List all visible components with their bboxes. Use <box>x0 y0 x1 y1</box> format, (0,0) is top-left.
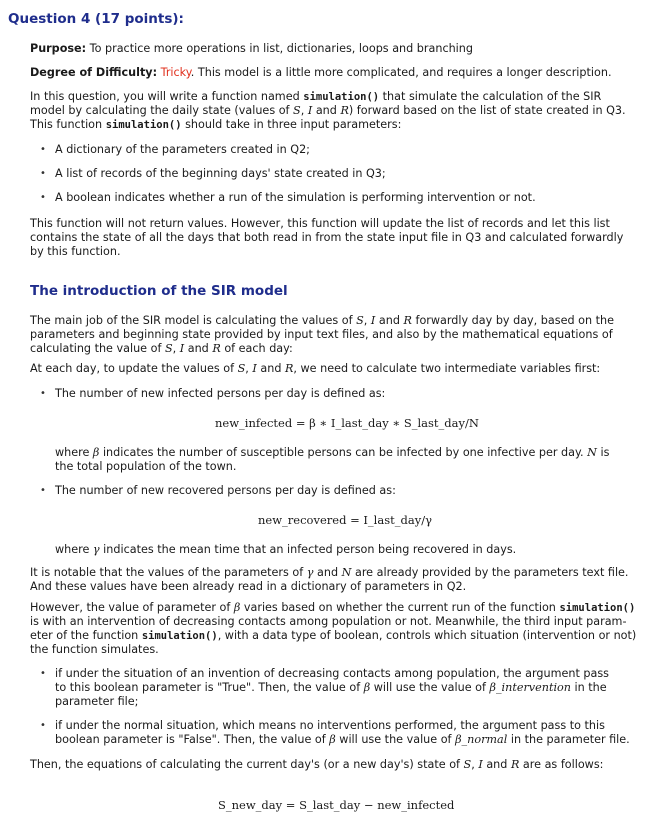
math-var: S <box>463 758 472 771</box>
text-span: , with a data type of boolean, controls which situation (intervention or not) <box>217 629 637 642</box>
math-var: R <box>340 104 349 117</box>
sir-where-line <box>55 543 516 557</box>
text-span: indicates the number of susceptible persons can be infected by one infective per day. <box>99 446 588 459</box>
math-var: β <box>233 601 241 614</box>
function-name: simulation() <box>559 602 636 614</box>
bullet-icon: • <box>40 388 46 399</box>
intro-line-2 <box>30 104 626 118</box>
difficulty-text: . This model is a little more complicated, and requires a longer description. <box>190 66 612 79</box>
sir-note-line <box>30 566 629 580</box>
text-span: , <box>363 314 371 327</box>
sir-however-line <box>30 629 636 643</box>
text-span: in the parameter file. <box>507 733 630 746</box>
text-span: and <box>312 104 341 117</box>
returns-line: This function will not return values. However, this function will update the list of records and let this list <box>30 217 610 230</box>
sir-where-line: the total population of the town. <box>55 460 237 473</box>
math-var: β_normal <box>455 733 508 746</box>
text-span: model by calculating the daily state (values of <box>30 104 294 117</box>
text-span: calculating the value of <box>30 342 165 355</box>
param-item: A dictionary of the parameters created in Q2; <box>55 143 310 156</box>
text-span: where <box>55 543 93 556</box>
text-span: that simulate the calculation of the SIR <box>379 90 602 103</box>
bullet-icon: • <box>40 168 46 179</box>
text-span: to this boolean parameter is "True". Then, the value of <box>55 681 364 694</box>
case-line: parameter file; <box>55 695 139 708</box>
section-title: The introduction of the SIR model <box>30 283 288 299</box>
question-title: Question 4 (17 points): <box>8 11 184 27</box>
text-span: In this question, you will write a function named <box>30 90 304 103</box>
equation-new-infected: new_infected = β ∗ I_last_day ∗ S_last_day/N <box>215 416 479 430</box>
text-span: and <box>375 314 404 327</box>
math-var: I <box>252 362 257 375</box>
bullet-icon: • <box>40 720 46 731</box>
text-span: Then, the equations of calculating the current day's (or a new day's) state of <box>30 758 464 771</box>
text-span: , we need to calculate two intermediate variables first: <box>293 362 601 375</box>
purpose-text: To practice more operations in list, dictionaries, loops and branching <box>89 42 473 55</box>
bullet-icon: • <box>40 192 46 203</box>
text-span: It is notable that the values of the parameters of <box>30 566 307 579</box>
intro-line-1 <box>30 90 601 104</box>
text-span: , <box>471 758 479 771</box>
text-span: are as follows: <box>519 758 604 771</box>
math-var: R <box>403 314 412 327</box>
text-span: However, the value of parameter of <box>30 601 234 614</box>
math-var: β <box>363 681 371 694</box>
difficulty-label: Degree of Difficulty: <box>30 66 158 79</box>
text-span: where <box>55 446 93 459</box>
text-span: boolean parameter is "False". Then, the value of <box>55 733 330 746</box>
bullet-icon: • <box>40 485 46 496</box>
math-var: R <box>212 342 221 355</box>
purpose-line <box>30 42 473 56</box>
text-span: , <box>172 342 180 355</box>
text-span: and <box>313 566 342 579</box>
math-var: β <box>92 446 100 459</box>
text-span: will use the value of <box>335 733 456 746</box>
equation-new-recovered: new_recovered = I_last_day/γ <box>258 513 432 527</box>
function-name: simulation() <box>141 630 218 642</box>
equation-s-new-day: S_new_day = S_last_day − new_infected <box>218 798 455 812</box>
math-var: I <box>370 314 376 327</box>
text-span: varies based on whether the current run of the function <box>240 601 560 614</box>
text-span: The main job of the SIR model is calculating the values of <box>30 314 357 327</box>
text-span: At each day, to update the values of <box>30 362 238 375</box>
text-span: is <box>596 446 610 459</box>
case-line <box>55 733 630 747</box>
text-span: are already provided by the parameters text file. <box>351 566 629 579</box>
sir-however-line: the function simulates. <box>30 643 159 656</box>
text-span: and <box>256 362 285 375</box>
sir-however-line <box>30 601 635 615</box>
math-var: I <box>307 104 313 117</box>
math-var: S <box>293 104 301 117</box>
function-name: simulation() <box>105 119 182 131</box>
text-span: This function <box>30 118 106 131</box>
text-span: of each day: <box>220 342 293 355</box>
math-var: I <box>179 342 185 355</box>
text-span: should take in three input parameters: <box>181 118 402 131</box>
case-line: if under the normal situation, which means no interventions performed, the argument pass to this <box>55 719 605 732</box>
math-var: β_intervention <box>489 681 571 694</box>
sir-para-line <box>30 314 614 328</box>
math-var: R <box>510 758 520 771</box>
text-span: , <box>245 362 253 375</box>
text-span: and <box>184 342 213 355</box>
text-span: indicates the mean time that an infected person being recovered in days. <box>99 543 517 556</box>
purpose-label: Purpose: <box>30 42 87 55</box>
param-item: A boolean indicates whether a run of the simulation is performing intervention or not. <box>55 191 536 204</box>
math-var: S <box>164 342 173 355</box>
intro-line-3 <box>30 118 401 132</box>
returns-line: contains the state of all the days that both read in from the state input file in Q3 and calculated forwardly <box>30 231 624 244</box>
math-var: S <box>356 314 364 327</box>
sir-however-line: is with an intervention of decreasing contacts among population or not. Meanwhile, the third input param- <box>30 615 627 628</box>
text-span: in the <box>570 681 607 694</box>
bullet-icon: • <box>40 144 46 155</box>
text-span: , <box>300 104 308 117</box>
text-span: ) forward based on the list of state created in Q3. <box>348 104 626 117</box>
sir-bullet: The number of new infected persons per day is defined as: <box>55 387 386 400</box>
math-var: N <box>587 446 597 459</box>
text-span: eter of the function <box>30 629 142 642</box>
sir-note-line: And these values have been already read in a dictionary of parameters in Q2. <box>30 580 467 593</box>
case-line <box>55 681 607 695</box>
sir-bullet: The number of new recovered persons per day is defined as: <box>55 484 396 497</box>
sir-para-line: parameters and beginning state provided by input text files, and also by the mathematical equations of <box>30 328 613 341</box>
bullet-icon: • <box>40 668 46 679</box>
case-line: if under the situation of an invention of decreasing contacts among population, the argument pass <box>55 667 610 680</box>
sir-para-line <box>30 342 293 356</box>
function-name: simulation() <box>303 91 380 103</box>
math-var: β <box>329 733 336 746</box>
returns-line: by this function. <box>30 245 121 258</box>
difficulty-line <box>30 66 612 80</box>
difficulty-level: Tricky <box>160 66 191 79</box>
sir-where-line <box>55 446 609 460</box>
text-span: forwardly day by day, based on the <box>411 314 614 327</box>
text-span: will use the value of <box>370 681 490 694</box>
math-var: R <box>284 362 294 375</box>
math-var: N <box>341 566 352 579</box>
math-var: S <box>237 362 246 375</box>
sir-then-line <box>30 758 603 772</box>
text-span: and <box>482 758 511 771</box>
math-var: γ <box>92 543 100 556</box>
math-var: I <box>478 758 483 771</box>
param-item: A list of records of the beginning days' state created in Q3; <box>55 167 386 180</box>
sir-para-line <box>30 362 600 376</box>
math-var: γ <box>306 566 314 579</box>
